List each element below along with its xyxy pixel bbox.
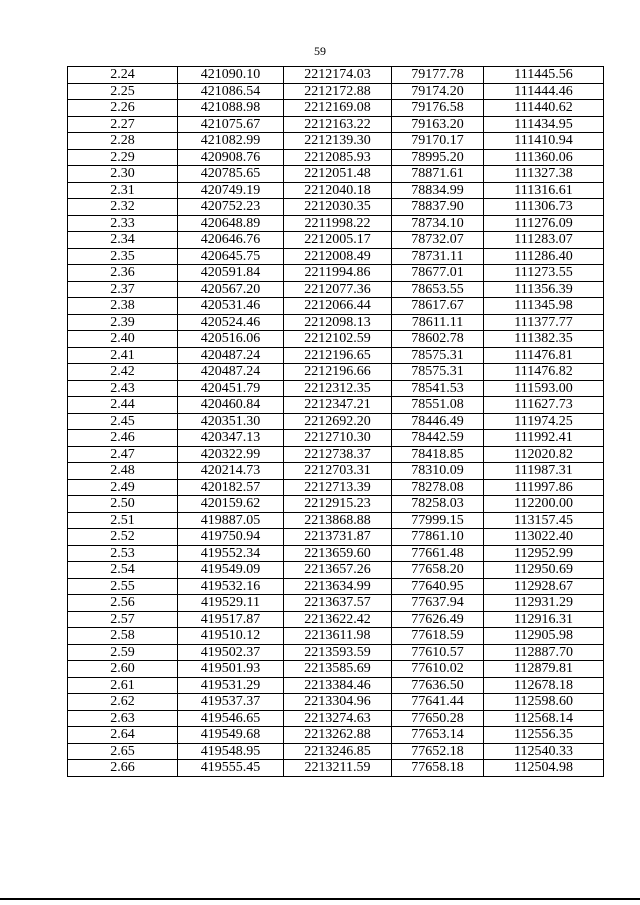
value-cell: 2213211.59 (284, 760, 392, 777)
value-cell: 2212040.18 (284, 182, 392, 199)
value-cell: 2213585.69 (284, 661, 392, 678)
value-cell: 77658.20 (392, 562, 484, 579)
value-cell: 78575.31 (392, 364, 484, 381)
value-cell: 2212163.22 (284, 116, 392, 133)
value-cell: 419502.37 (178, 644, 284, 661)
value-cell: 78677.01 (392, 265, 484, 282)
value-cell: 421075.67 (178, 116, 284, 133)
table-row (68, 595, 604, 612)
table-row (68, 545, 604, 562)
value-cell: 78731.11 (392, 248, 484, 265)
value-cell: 420646.76 (178, 232, 284, 249)
value-cell: 2212312.35 (284, 380, 392, 397)
table-row (68, 182, 604, 199)
table-row (68, 677, 604, 694)
value-cell: 2213634.99 (284, 578, 392, 595)
table-row (68, 281, 604, 298)
value-cell: 421086.54 (178, 83, 284, 100)
point-number-cell: 2.40 (68, 331, 178, 348)
value-cell: 112950.69 (484, 562, 604, 579)
value-cell: 2212172.88 (284, 83, 392, 100)
value-cell: 419531.29 (178, 677, 284, 694)
table-row (68, 661, 604, 678)
value-cell: 111476.82 (484, 364, 604, 381)
value-cell: 2212196.65 (284, 347, 392, 364)
value-cell: 78310.09 (392, 463, 484, 480)
value-cell: 77658.18 (392, 760, 484, 777)
point-number-cell: 2.50 (68, 496, 178, 513)
point-number-cell: 2.66 (68, 760, 178, 777)
table-row (68, 562, 604, 579)
value-cell: 111476.81 (484, 347, 604, 364)
value-cell: 419517.87 (178, 611, 284, 628)
value-cell: 77861.10 (392, 529, 484, 546)
point-number-cell: 2.57 (68, 611, 178, 628)
table-row (68, 199, 604, 216)
value-cell: 2211998.22 (284, 215, 392, 232)
table-row (68, 496, 604, 513)
point-number-cell: 2.60 (68, 661, 178, 678)
value-cell: 420531.46 (178, 298, 284, 315)
value-cell: 2212085.93 (284, 149, 392, 166)
value-cell: 2212169.08 (284, 100, 392, 117)
table-row (68, 479, 604, 496)
value-cell: 2213246.85 (284, 743, 392, 760)
value-cell: 112928.67 (484, 578, 604, 595)
value-cell: 2212066.44 (284, 298, 392, 315)
value-cell: 112931.29 (484, 595, 604, 612)
value-cell: 112556.35 (484, 727, 604, 744)
value-cell: 421082.99 (178, 133, 284, 150)
value-cell: 420487.24 (178, 347, 284, 364)
point-number-cell: 2.38 (68, 298, 178, 315)
value-cell: 111306.73 (484, 199, 604, 216)
value-cell: 111992.41 (484, 430, 604, 447)
value-cell: 112887.70 (484, 644, 604, 661)
value-cell: 2213384.46 (284, 677, 392, 694)
value-cell: 77610.02 (392, 661, 484, 678)
table-row (68, 314, 604, 331)
point-number-cell: 2.51 (68, 512, 178, 529)
value-cell: 111356.39 (484, 281, 604, 298)
table-row (68, 364, 604, 381)
value-cell: 420567.20 (178, 281, 284, 298)
value-cell: 77653.14 (392, 727, 484, 744)
value-cell: 111283.07 (484, 232, 604, 249)
value-cell: 77626.49 (392, 611, 484, 628)
point-number-cell: 2.58 (68, 628, 178, 645)
table-row (68, 628, 604, 645)
value-cell: 2213622.42 (284, 611, 392, 628)
table-row (68, 397, 604, 414)
value-cell: 78575.31 (392, 347, 484, 364)
value-cell: 2213868.88 (284, 512, 392, 529)
value-cell: 419555.45 (178, 760, 284, 777)
value-cell: 111627.73 (484, 397, 604, 414)
value-cell: 112568.14 (484, 710, 604, 727)
value-cell: 419537.37 (178, 694, 284, 711)
point-number-cell: 2.59 (68, 644, 178, 661)
value-cell: 420752.23 (178, 199, 284, 216)
table-row (68, 694, 604, 711)
value-cell: 77610.57 (392, 644, 484, 661)
table-row (68, 100, 604, 117)
point-number-cell: 2.37 (68, 281, 178, 298)
point-number-cell: 2.35 (68, 248, 178, 265)
table-row (68, 232, 604, 249)
point-number-cell: 2.43 (68, 380, 178, 397)
value-cell: 420451.79 (178, 380, 284, 397)
point-number-cell: 2.47 (68, 446, 178, 463)
table-row (68, 578, 604, 595)
value-cell: 2213659.60 (284, 545, 392, 562)
value-cell: 420322.99 (178, 446, 284, 463)
value-cell: 420591.84 (178, 265, 284, 282)
table-row (68, 743, 604, 760)
value-cell: 78551.08 (392, 397, 484, 414)
table-row (68, 265, 604, 282)
point-number-cell: 2.48 (68, 463, 178, 480)
value-cell: 78442.59 (392, 430, 484, 447)
value-cell: 419552.34 (178, 545, 284, 562)
value-cell: 78446.49 (392, 413, 484, 430)
point-number-cell: 2.41 (68, 347, 178, 364)
value-cell: 112200.00 (484, 496, 604, 513)
value-cell: 79174.20 (392, 83, 484, 100)
value-cell: 111445.56 (484, 67, 604, 84)
value-cell: 420347.13 (178, 430, 284, 447)
value-cell: 2212196.66 (284, 364, 392, 381)
table-row (68, 149, 604, 166)
value-cell: 2212713.39 (284, 479, 392, 496)
value-cell: 420460.84 (178, 397, 284, 414)
value-cell: 113022.40 (484, 529, 604, 546)
value-cell: 419532.16 (178, 578, 284, 595)
table-row (68, 166, 604, 183)
table-body (68, 67, 604, 777)
value-cell: 2212077.36 (284, 281, 392, 298)
value-cell: 421088.98 (178, 100, 284, 117)
point-number-cell: 2.53 (68, 545, 178, 562)
point-number-cell: 2.39 (68, 314, 178, 331)
table-row (68, 116, 604, 133)
value-cell: 79177.78 (392, 67, 484, 84)
value-cell: 2213262.88 (284, 727, 392, 744)
value-cell: 420749.19 (178, 182, 284, 199)
table-row (68, 760, 604, 777)
value-cell: 111382.35 (484, 331, 604, 348)
value-cell: 111273.55 (484, 265, 604, 282)
value-cell: 419548.95 (178, 743, 284, 760)
value-cell: 79170.17 (392, 133, 484, 150)
table-row (68, 331, 604, 348)
value-cell: 420159.62 (178, 496, 284, 513)
point-number-cell: 2.49 (68, 479, 178, 496)
value-cell: 419887.05 (178, 512, 284, 529)
point-number-cell: 2.36 (68, 265, 178, 282)
point-number-cell: 2.42 (68, 364, 178, 381)
point-number-cell: 2.56 (68, 595, 178, 612)
value-cell: 113157.45 (484, 512, 604, 529)
point-number-cell: 2.54 (68, 562, 178, 579)
table-row (68, 727, 604, 744)
value-cell: 111974.25 (484, 413, 604, 430)
value-cell: 2213731.87 (284, 529, 392, 546)
table-row (68, 430, 604, 447)
value-cell: 419549.68 (178, 727, 284, 744)
value-cell: 78834.99 (392, 182, 484, 199)
table-row (68, 133, 604, 150)
value-cell: 2212102.59 (284, 331, 392, 348)
value-cell: 2212703.31 (284, 463, 392, 480)
value-cell: 78278.08 (392, 479, 484, 496)
point-number-cell: 2.32 (68, 199, 178, 216)
table-row (68, 413, 604, 430)
point-number-cell: 2.45 (68, 413, 178, 430)
value-cell: 2213274.63 (284, 710, 392, 727)
value-cell: 111987.31 (484, 463, 604, 480)
value-cell: 77661.48 (392, 545, 484, 562)
coordinates-table (67, 66, 604, 777)
value-cell: 112879.81 (484, 661, 604, 678)
value-cell: 112916.31 (484, 611, 604, 628)
value-cell: 78258.03 (392, 496, 484, 513)
value-cell: 2213611.98 (284, 628, 392, 645)
value-cell: 2212005.17 (284, 232, 392, 249)
point-number-cell: 2.65 (68, 743, 178, 760)
value-cell: 420487.24 (178, 364, 284, 381)
value-cell: 2212139.30 (284, 133, 392, 150)
point-number-cell: 2.24 (68, 67, 178, 84)
value-cell: 112540.33 (484, 743, 604, 760)
table-row (68, 248, 604, 265)
value-cell: 111327.38 (484, 166, 604, 183)
value-cell: 111345.98 (484, 298, 604, 315)
value-cell: 420785.65 (178, 166, 284, 183)
value-cell: 2212915.23 (284, 496, 392, 513)
value-cell: 78995.20 (392, 149, 484, 166)
value-cell: 77641.44 (392, 694, 484, 711)
value-cell: 111434.95 (484, 116, 604, 133)
point-number-cell: 2.27 (68, 116, 178, 133)
value-cell: 111286.40 (484, 248, 604, 265)
value-cell: 78871.61 (392, 166, 484, 183)
table-row (68, 644, 604, 661)
value-cell: 111997.86 (484, 479, 604, 496)
table-row (68, 463, 604, 480)
point-number-cell: 2.33 (68, 215, 178, 232)
point-number-cell: 2.52 (68, 529, 178, 546)
value-cell: 2213593.59 (284, 644, 392, 661)
value-cell: 420524.46 (178, 314, 284, 331)
value-cell: 112952.99 (484, 545, 604, 562)
value-cell: 77652.18 (392, 743, 484, 760)
value-cell: 78418.85 (392, 446, 484, 463)
value-cell: 78837.90 (392, 199, 484, 216)
point-number-cell: 2.28 (68, 133, 178, 150)
value-cell: 2212692.20 (284, 413, 392, 430)
value-cell: 111410.94 (484, 133, 604, 150)
value-cell: 111440.62 (484, 100, 604, 117)
value-cell: 419529.11 (178, 595, 284, 612)
value-cell: 78734.10 (392, 215, 484, 232)
table-row (68, 446, 604, 463)
value-cell: 111377.77 (484, 314, 604, 331)
point-number-cell: 2.25 (68, 83, 178, 100)
value-cell: 2213304.96 (284, 694, 392, 711)
value-cell: 2213657.26 (284, 562, 392, 579)
value-cell: 419510.12 (178, 628, 284, 645)
value-cell: 420516.06 (178, 331, 284, 348)
value-cell: 111593.00 (484, 380, 604, 397)
value-cell: 77640.95 (392, 578, 484, 595)
point-number-cell: 2.64 (68, 727, 178, 744)
table-row (68, 611, 604, 628)
value-cell: 77999.15 (392, 512, 484, 529)
table-row (68, 83, 604, 100)
point-number-cell: 2.31 (68, 182, 178, 199)
point-number-cell: 2.26 (68, 100, 178, 117)
value-cell: 2212051.48 (284, 166, 392, 183)
page-number: 59 (314, 44, 326, 58)
point-number-cell: 2.55 (68, 578, 178, 595)
value-cell: 2213637.57 (284, 595, 392, 612)
value-cell: 112678.18 (484, 677, 604, 694)
value-cell: 77618.59 (392, 628, 484, 645)
point-number-cell: 2.63 (68, 710, 178, 727)
value-cell: 79163.20 (392, 116, 484, 133)
point-number-cell: 2.46 (68, 430, 178, 447)
value-cell: 2211994.86 (284, 265, 392, 282)
value-cell: 77636.50 (392, 677, 484, 694)
value-cell: 420351.30 (178, 413, 284, 430)
value-cell: 111276.09 (484, 215, 604, 232)
point-number-cell: 2.29 (68, 149, 178, 166)
value-cell: 420645.75 (178, 248, 284, 265)
value-cell: 77650.28 (392, 710, 484, 727)
value-cell: 2212030.35 (284, 199, 392, 216)
value-cell: 419546.65 (178, 710, 284, 727)
value-cell: 78617.67 (392, 298, 484, 315)
value-cell: 77637.94 (392, 595, 484, 612)
value-cell: 419501.93 (178, 661, 284, 678)
table-row (68, 298, 604, 315)
value-cell: 420648.89 (178, 215, 284, 232)
value-cell: 420908.76 (178, 149, 284, 166)
value-cell: 111444.46 (484, 83, 604, 100)
point-number-cell: 2.62 (68, 694, 178, 711)
value-cell: 421090.10 (178, 67, 284, 84)
table-row (68, 347, 604, 364)
value-cell: 2212347.21 (284, 397, 392, 414)
table-row (68, 529, 604, 546)
value-cell: 112020.82 (484, 446, 604, 463)
table-row (68, 67, 604, 84)
value-cell: 420182.57 (178, 479, 284, 496)
table-row (68, 710, 604, 727)
value-cell: 419750.94 (178, 529, 284, 546)
value-cell: 78602.78 (392, 331, 484, 348)
table-row (68, 512, 604, 529)
value-cell: 112598.60 (484, 694, 604, 711)
value-cell: 112905.98 (484, 628, 604, 645)
value-cell: 78732.07 (392, 232, 484, 249)
value-cell: 420214.73 (178, 463, 284, 480)
value-cell: 2212738.37 (284, 446, 392, 463)
value-cell: 78611.11 (392, 314, 484, 331)
value-cell: 79176.58 (392, 100, 484, 117)
point-number-cell: 2.34 (68, 232, 178, 249)
value-cell: 111360.06 (484, 149, 604, 166)
value-cell: 2212174.03 (284, 67, 392, 84)
value-cell: 2212008.49 (284, 248, 392, 265)
table-row (68, 215, 604, 232)
value-cell: 2212710.30 (284, 430, 392, 447)
value-cell: 419549.09 (178, 562, 284, 579)
value-cell: 112504.98 (484, 760, 604, 777)
bottom-rule (0, 898, 640, 900)
point-number-cell: 2.44 (68, 397, 178, 414)
value-cell: 111316.61 (484, 182, 604, 199)
value-cell: 2212098.13 (284, 314, 392, 331)
point-number-cell: 2.61 (68, 677, 178, 694)
point-number-cell: 2.30 (68, 166, 178, 183)
value-cell: 78653.55 (392, 281, 484, 298)
value-cell: 78541.53 (392, 380, 484, 397)
table-row (68, 380, 604, 397)
